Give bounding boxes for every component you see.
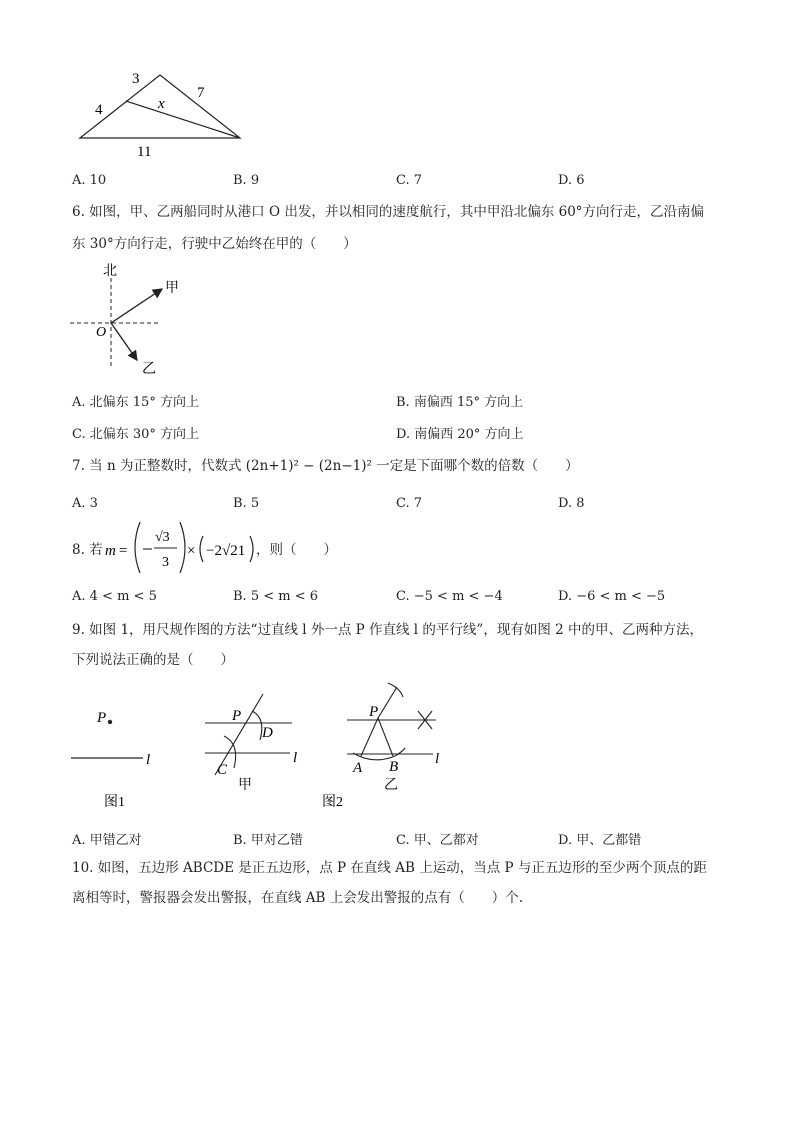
q9-jia-label-l: l <box>293 750 298 766</box>
q6-arrow-yi <box>111 323 137 360</box>
q7-option-a[interactable]: A. 3 <box>72 496 98 511</box>
q8-suffix: ，则（ ） <box>256 542 337 558</box>
q6-text-line2: 东 30°方向行走，行驶中乙始终在甲的（ ） <box>72 236 357 252</box>
q5-label-3: 3 <box>132 71 140 87</box>
q9-fig1-caption: 图1 <box>104 795 125 810</box>
q6-text-line1: 6. 如图，甲、乙两船同时从港口 O 出发，并以相同的速度航行，其中甲沿北偏东 60°方向行走，乙沿南偏 <box>72 204 705 220</box>
q8-option-d[interactable]: D. −6 < m < −5 <box>558 589 666 604</box>
q5-label-11: 11 <box>137 144 152 160</box>
q8-prefix: 8. 若 <box>72 542 103 558</box>
q5-label-7: 7 <box>197 85 205 101</box>
q6-arrow-jia <box>111 289 162 323</box>
q5-label-x: x <box>158 96 165 112</box>
q8-denominator: 3 <box>162 555 169 570</box>
q9-option-c[interactable]: C. 甲、乙都对 <box>396 833 479 848</box>
q9-yi-label-b: B <box>389 759 399 775</box>
q6-label-o: O <box>96 325 107 340</box>
q5-option-d[interactable]: D. 6 <box>558 173 585 188</box>
q8-right-paren-2 <box>250 536 253 562</box>
q9-yi-label-l: l <box>435 751 440 767</box>
q7-option-b[interactable]: B. 5 <box>233 496 260 511</box>
q8-left-paren-2 <box>200 536 203 562</box>
q7-option-d[interactable]: D. 8 <box>558 496 585 511</box>
q9-yi-caption: 乙 <box>384 778 398 793</box>
q6-option-a[interactable]: A. 北偏东 15° 方向上 <box>72 395 199 410</box>
q6-option-d[interactable]: D. 南偏西 20° 方向上 <box>396 427 524 442</box>
q5-option-a[interactable]: A. 10 <box>72 173 107 188</box>
q9-text-line1: 9. 如图 1，用尺规作图的方法“过直线 l 外一点 P 作直线 l 的平行线”，现有如图 2 中的甲、乙两种方法， <box>72 622 703 638</box>
q9-fig1 <box>71 710 150 810</box>
q9-fig1-point-p <box>108 720 112 724</box>
q8-right-paren-1 <box>180 522 185 573</box>
q6-label-north: 北 <box>103 264 117 279</box>
q8-times: × <box>187 543 196 559</box>
q9-yi-label-a: A <box>353 760 363 776</box>
q9-yi-label-p: P <box>369 704 379 720</box>
q8-equals: = <box>119 543 128 559</box>
q7-option-c[interactable]: C. 7 <box>396 496 423 511</box>
q8-option-c[interactable]: C. −5 < m < −4 <box>396 589 503 604</box>
q6-label-yi: 乙 <box>142 362 156 377</box>
q8-factor: −2√21 <box>206 543 246 559</box>
q9-fig2-caption: 图2 <box>322 795 343 810</box>
q9-option-a[interactable]: A. 甲错乙对 <box>72 833 142 848</box>
q9-option-b[interactable]: B. 甲对乙错 <box>233 833 303 848</box>
q10-text-line2: 离相等时，警报器会发出警报，在直线 AB 上会发出警报的点有（ ）个. <box>72 890 524 906</box>
q5-label-4: 4 <box>95 102 103 118</box>
q8-left-paren-1 <box>135 522 140 573</box>
q6-option-b[interactable]: B. 南偏西 15° 方向上 <box>396 395 524 410</box>
q8-option-b[interactable]: B. 5 < m < 6 <box>233 589 319 604</box>
q8-var-m: m <box>105 543 116 559</box>
q9-option-d[interactable]: D. 甲、乙都错 <box>558 833 642 848</box>
q9-fig-jia <box>205 694 292 775</box>
q8-option-a[interactable]: A. 4 < m < 5 <box>72 589 157 604</box>
q5-segment-x <box>126 101 240 138</box>
q9-jia-label-c: C <box>217 762 228 778</box>
q9-text-line2: 下列说法正确的是（ ） <box>72 652 234 668</box>
q5-option-b[interactable]: B. 9 <box>233 173 260 188</box>
q5-option-c[interactable]: C. 7 <box>396 173 423 188</box>
q10-text-line1: 10. 如图，五边形 ABCDE 是正五边形，点 P 在直线 AB 上运动，当点 P 与正五边形的至少两个顶点的距 <box>72 860 707 876</box>
q6-label-jia: 甲 <box>165 281 179 296</box>
q9-jia-caption: 甲 <box>238 778 252 793</box>
q9-fig-yi <box>347 683 436 760</box>
q6-option-c[interactable]: C. 北偏东 30° 方向上 <box>72 427 200 442</box>
q9-jia-label-d: D <box>262 725 273 741</box>
q8-sqrt3: √3 <box>155 530 170 545</box>
q9-fig1-label-l: l <box>146 752 151 768</box>
q7-text: 7. 当 n 为正整数时，代数式 (2n+1)² − (2n−1)² 一定是下面哪个数的倍数（ ） <box>72 458 579 474</box>
q5-triangle <box>80 75 240 138</box>
q9-jia-label-p: P <box>232 708 242 724</box>
q9-fig1-label-p: P <box>97 710 107 726</box>
